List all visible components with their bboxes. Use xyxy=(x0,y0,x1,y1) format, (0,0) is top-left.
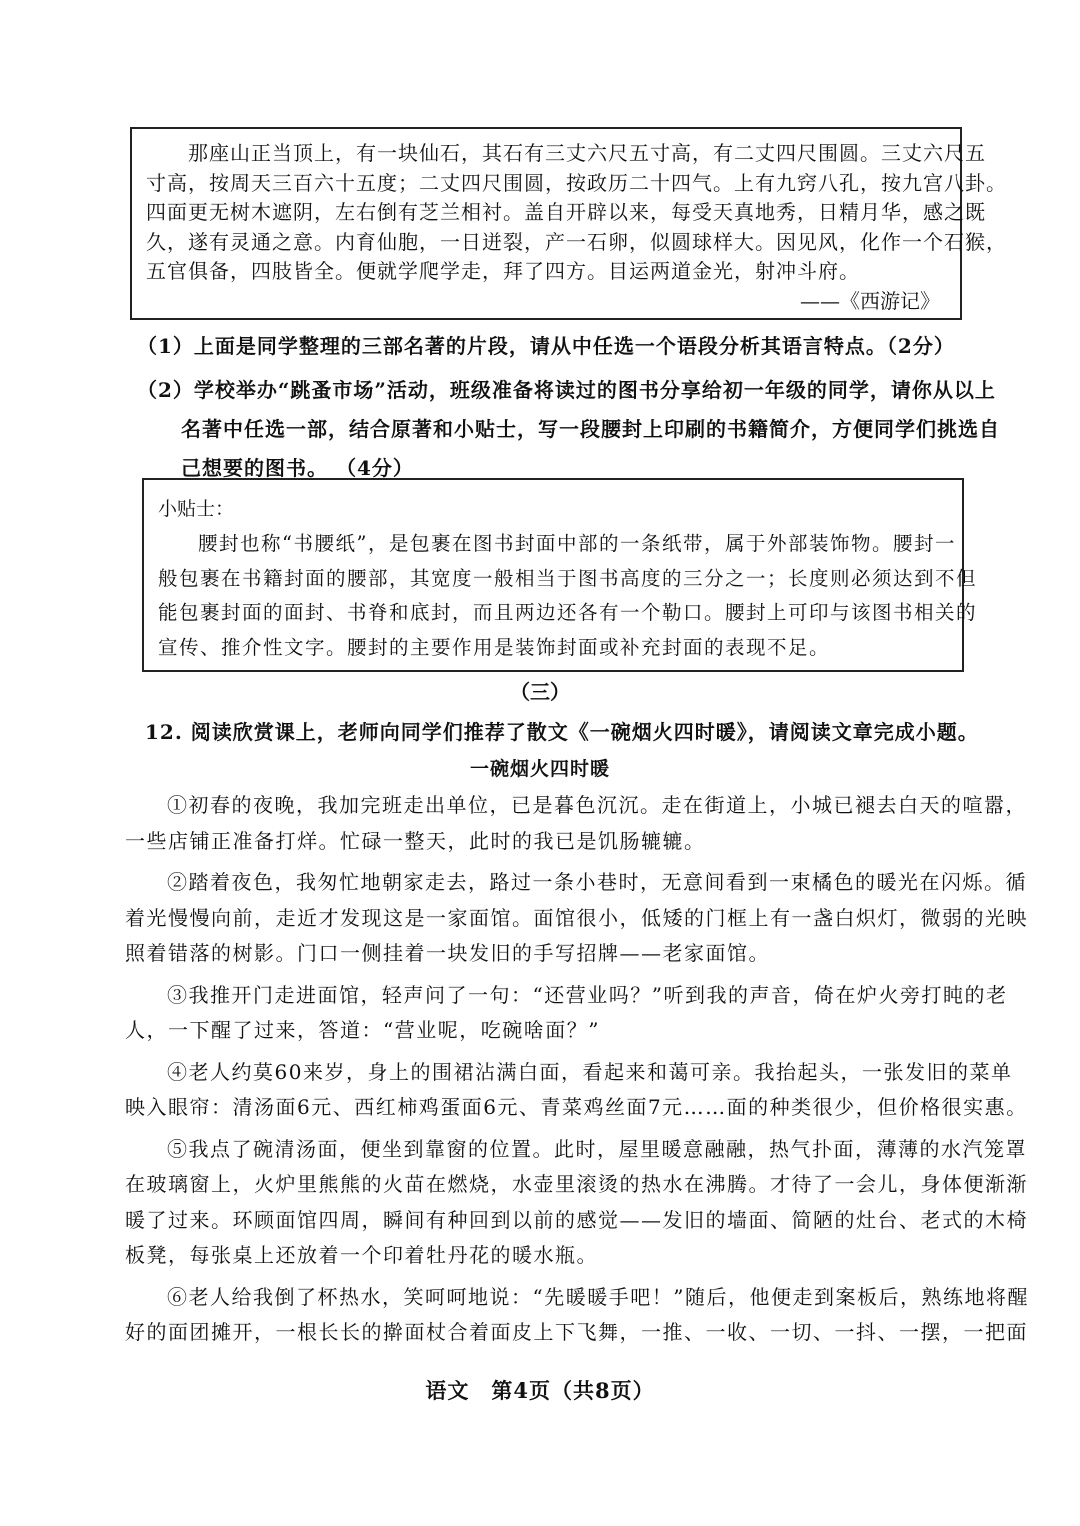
article-paragraph xyxy=(125,1055,1028,1126)
excerpt-source: ——《西游记》 xyxy=(800,288,940,313)
article-line: ⑥老人给我倒了杯热水，笑呵呵地说：“先暖暖手吧！”随后，他便走到案板后，熟练地将醒 xyxy=(167,1284,1029,1309)
question-12: 12. 阅读欣赏课上，老师向同学们推荐了散文《一碗烟火四时暖》，请阅读文章完成小题。 xyxy=(145,720,979,744)
question-1: （1）上面是同学整理的三部名著的片段，请从中任选一个语段分析其语言特点。（2分） xyxy=(137,334,955,358)
excerpt-line: 寸高，按周天三百六十五度；二丈四尺围圆，按政历二十四气。上有九窍八孔，按九宫八卦。 xyxy=(146,170,1007,195)
article-line: 暖了过来。环顾面馆四周，瞬间有种回到以前的感觉——发旧的墙面、简陋的灶台、老式的木椅 xyxy=(125,1207,1028,1232)
article-line: ④老人约莫60来岁，身上的围裙沾满白面，看起来和蔼可亲。我抬起头，一张发旧的菜单 xyxy=(167,1059,1013,1084)
excerpt-line: 五官俱备，四肢皆全。便就学爬学走，拜了四方。目运两道金光，射冲斗府。 xyxy=(146,259,860,283)
article-line: ②踏着夜色，我匆忙地朝家走去，路过一条小巷时，无意间看到一束橘色的暖光在闪烁。循 xyxy=(167,870,1027,894)
question-2-line: 己想要的图书。 （4分） xyxy=(181,456,414,480)
tip-box xyxy=(142,478,978,672)
article-paragraph xyxy=(125,978,1008,1049)
article-line: 板凳，每张桌上还放着一个印着牡丹花的暖水瓶。 xyxy=(125,1243,598,1267)
tip-title: 小贴士： xyxy=(158,498,235,520)
article-paragraph xyxy=(125,865,1028,972)
excerpt-line: 久，遂有灵通之意。内育仙胞，一日迸裂，产一石卵，似圆球样大。因见风，化作一个石猴， xyxy=(146,229,1007,254)
article-line: 好的面团摊开，一根长长的擀面杖合着面皮上下飞舞，一推、一收、一切、一抖、一摆，一把面 xyxy=(125,1320,1028,1344)
excerpt-box xyxy=(130,127,1007,320)
article-paragraph xyxy=(125,1132,1028,1274)
article-line: 着光慢慢向前，走近才发现这是一家面馆。面馆很小，低矮的门框上有一盏白炽灯，微弱的光映 xyxy=(125,905,1028,930)
article-paragraph xyxy=(125,1280,1029,1351)
tip-line: 能包裹封面的面封、书脊和底封，而且两边还各有一个勒口。腰封上可印与该图书相关的 xyxy=(158,601,978,624)
article-line: ③我推开门走进面馆，轻声问了一句：“还营业吗？”听到我的声音，倚在炉火旁打盹的老 xyxy=(167,982,1008,1007)
excerpt-line: 那座山正当顶上，有一块仙石，其石有三丈六尺五寸高，有二丈四尺围圆。三丈六尺五 xyxy=(188,141,986,165)
question-2-line: （2）学校举办“跳蚤市场”活动，班级准备将读过的图书分享给初一年级的同学，请你从以上 xyxy=(137,378,996,402)
article-line: 一些店铺正准备打烊。忙碌一整天，此时的我已是饥肠辘辘。 xyxy=(125,828,706,853)
section-label: （三） xyxy=(510,680,570,704)
tip-line: 般包裹在书籍封面的腰部，其宽度一般相当于图书高度的三分之一；长度则必须达到不但 xyxy=(158,566,978,590)
page-footer: 语文 第4页（共8页） xyxy=(425,1378,655,1403)
article-paragraph xyxy=(125,788,1027,859)
tip-line: 宣传、推介性文字。腰封的主要作用是装饰封面或补充封面的表现不足。 xyxy=(158,635,831,659)
article-line: 映入眼帘：清汤面6元、西红柿鸡蛋面6元、青菜鸡丝面7元……面的种类很少，但价格很实惠。 xyxy=(125,1095,1028,1119)
article-body xyxy=(125,788,1029,1351)
article-line: 在玻璃窗上，火炉里熊熊的火苗在燃烧，水壶里滚烫的热水在沸腾。才待了一会儿，身体便渐渐 xyxy=(125,1172,1028,1196)
article-title: 一碗烟火四时暖 xyxy=(469,758,610,780)
tip-line: 腰封也称“书腰纸”，是包裹在图书封面中部的一条纸带，属于外部装饰物。腰封一 xyxy=(198,532,956,555)
article-line: ⑤我点了碗清汤面，便坐到靠窗的位置。此时，屋里暖意融融，热气扑面，薄薄的水汽笼罩 xyxy=(167,1136,1027,1161)
article-line: 照着错落的树影。门口一侧挂着一块发旧的手写招牌——老家面馆。 xyxy=(125,941,770,965)
article-line: 人，一下醒了过来，答道：“营业呢，吃碗啥面？” xyxy=(125,1018,600,1042)
article-line: ①初春的夜晚，我加完班走出单位，已是暮色沉沉。走在街道上，小城已褪去白天的喧嚣， xyxy=(167,793,1027,817)
question-2 xyxy=(137,371,1000,488)
question-2-line: 名著中任选一部，结合原著和小贴士，写一段腰封上印刷的书籍简介，方便同学们挑选自 xyxy=(181,417,1000,441)
excerpt-line: 四面更无树木遮阴，左右倒有芝兰相衬。盖自开辟以来，每受天真地秀，日精月华，感之既 xyxy=(146,200,986,224)
